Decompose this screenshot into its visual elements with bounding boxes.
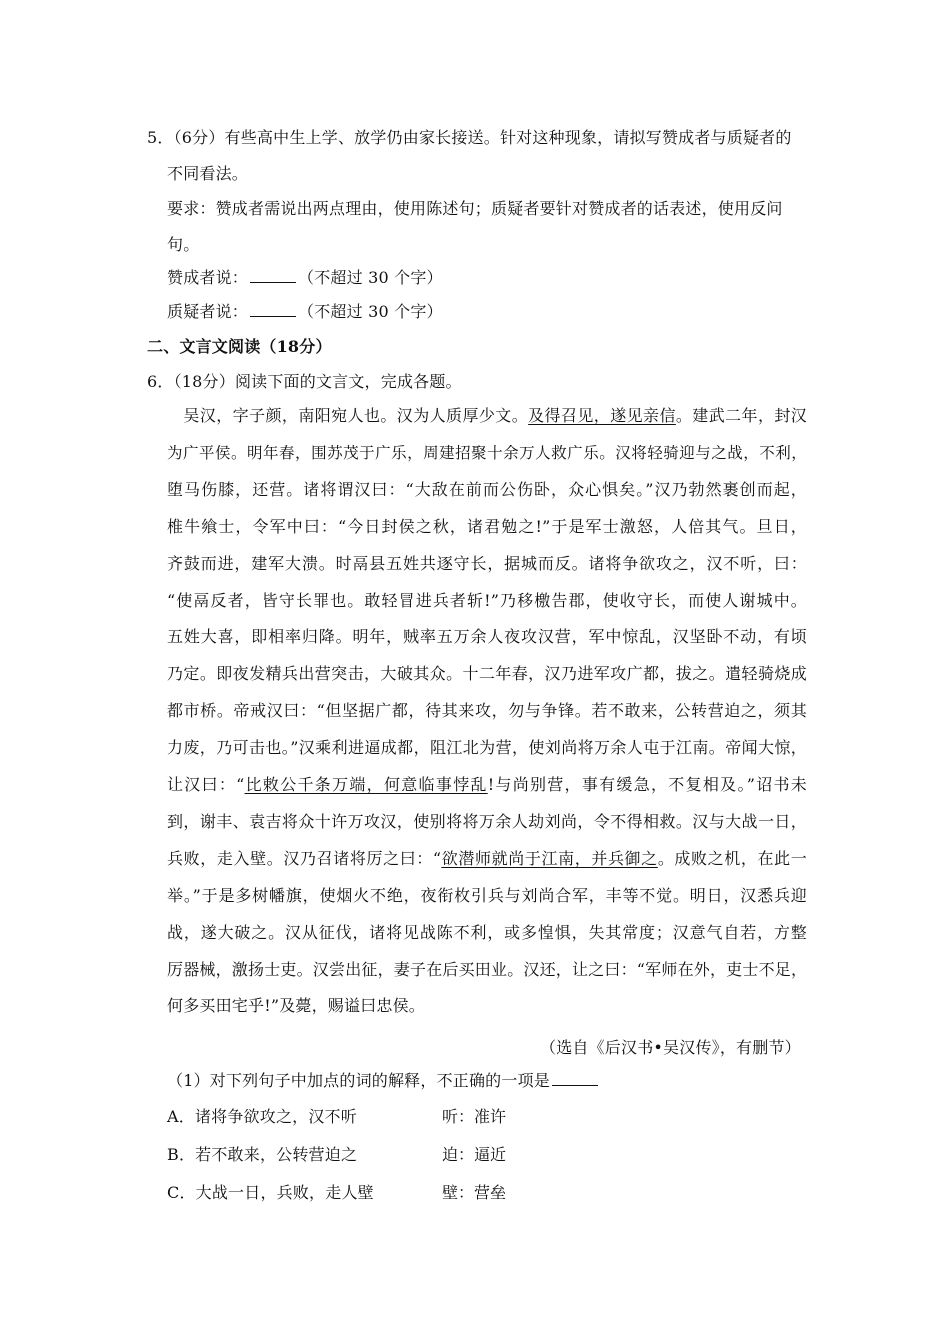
q5-requirement-line1: 要求：赞成者需说出两点理由，使用陈述句；质疑者要针对赞成者的话表述，使用反问 bbox=[167, 199, 783, 218]
sub1-answer-blank[interactable] bbox=[552, 1071, 598, 1086]
passage-text: 何多买田宅乎!”及薨，赐谥曰忠侯。 bbox=[167, 996, 426, 1015]
passage-text: 椎牛飨士，令军中曰：“今日封侯之秋，诸君勉之!”于是军士激怒，人倍其气。旦日， bbox=[167, 517, 807, 536]
passage-line bbox=[167, 701, 807, 721]
passage-text: 吴汉，字子颜，南阳宛人也。汉为人质厚少文。 bbox=[167, 406, 529, 425]
passage-text: 。建武二年，封汉 bbox=[675, 406, 807, 425]
option-a-gloss: 听：准许 bbox=[442, 1107, 507, 1126]
passage-source: （选自《后汉书•吴汉传》，有删节） bbox=[540, 1038, 801, 1057]
pro-limit: （不超过 30 个字） bbox=[298, 268, 443, 287]
passage-text: 。成败之机，在此一 bbox=[657, 849, 807, 868]
pro-label: 赞成者说： bbox=[167, 268, 249, 287]
passage-line bbox=[167, 517, 807, 537]
passage-line bbox=[167, 480, 807, 500]
passage-text: 兵败，走入壁。汉乃召诸将厉之曰：“ bbox=[167, 849, 442, 868]
passage-text: 战，遂大破之。汉从征伐，诸将见战陈不利，或多惶惧，失其常度；汉意气自若，方整 bbox=[167, 923, 807, 942]
passage-text: 齐鼓而进，建军大溃。时鬲县五姓共逐守长，据城而反。诸将争欲攻之，汉不听，曰： bbox=[167, 554, 807, 573]
passage-text: 都市桥。帝戒汉曰：“但坚据广都，待其来攻，勿与争锋。若不敢来，公转营迫之，须其 bbox=[167, 701, 807, 720]
passage-line bbox=[167, 886, 807, 906]
option-b[interactable]: B．若不敢来，公转营迫之 bbox=[167, 1145, 358, 1164]
option-c-gloss: 壁：营垒 bbox=[442, 1183, 507, 1202]
con-limit: （不超过 30 个字） bbox=[298, 302, 443, 321]
q5-requirement-line2: 句。 bbox=[167, 235, 200, 254]
passage-text: !与尚别营，事有缓急，不复相及。”诏书未 bbox=[487, 775, 807, 794]
option-c[interactable]: C．大战一日，兵败，走人壁 bbox=[167, 1183, 374, 1202]
con-label: 质疑者说： bbox=[167, 302, 249, 321]
passage-text: 乃定。即夜发精兵出营突击，大破其众。十二年春，汉乃进军攻广都，拔之。遣轻骑烧成 bbox=[167, 664, 807, 683]
underlined-sentence: 及得召见，遂见亲信 bbox=[528, 406, 676, 425]
con-answer-blank[interactable] bbox=[250, 302, 296, 317]
passage-line bbox=[167, 443, 807, 463]
q5-prompt-line1: 5．（6分）有些高中生上学、放学仍由家长接送。针对这种现象，请拟写赞成者与质疑者的 bbox=[147, 128, 792, 147]
q5-con-answer bbox=[167, 302, 443, 322]
option-b-gloss: 迫：逼近 bbox=[442, 1145, 507, 1164]
passage-text: 让汉曰：“ bbox=[167, 775, 245, 794]
pro-answer-blank[interactable] bbox=[250, 268, 296, 283]
section-heading: 二、文言文阅读（18分） bbox=[147, 337, 332, 356]
passage-line bbox=[167, 738, 807, 758]
q5-prompt-line2: 不同看法。 bbox=[167, 164, 249, 183]
passage-line bbox=[167, 554, 807, 574]
passage-text: 为广平侯。明年春，围苏茂于广乐，周建招聚十余万人救广乐。汉将轻骑迎与之战，不利， bbox=[167, 444, 807, 462]
passage-line bbox=[167, 923, 807, 943]
passage-text: 举。”于是多树幡旗，使烟火不绝，夜衔枚引兵与刘尚合军，丰等不觉。明日，汉悉兵迎 bbox=[167, 886, 807, 905]
passage-text: 堕马伤膝，还营。诸将谓汉曰：“大敌在前而公伤卧，众心惧矣。”汉乃勃然裹创而起， bbox=[167, 480, 807, 499]
passage-line bbox=[167, 627, 807, 647]
passage-text: 厉器械，激扬士吏。汉尝出征，妻子在后买田业。汉还，让之曰：“军师在外，吏士不足， bbox=[167, 960, 808, 979]
passage-line bbox=[167, 406, 807, 426]
passage-line bbox=[167, 664, 807, 684]
q6-intro: 6．（18分）阅读下面的文言文，完成各题。 bbox=[147, 372, 462, 391]
underlined-sentence: 比敕公千条万端，何意临事悖乱 bbox=[244, 775, 488, 794]
q5-pro-answer bbox=[167, 268, 443, 288]
underlined-sentence: 欲潜师就尚于江南，并兵御之 bbox=[441, 849, 658, 868]
sub1-text: （1）对下列句子中加点的词的解释，不正确的一项是 bbox=[167, 1071, 550, 1090]
passage-line bbox=[167, 996, 807, 1016]
passage-line bbox=[167, 775, 807, 795]
passage-line bbox=[167, 812, 807, 832]
passage-line bbox=[167, 849, 807, 869]
option-a[interactable]: A．诸将争欲攻之，汉不听 bbox=[167, 1107, 357, 1126]
passage-text: 到，谢丰、袁吉将众十许万攻汉，使别将将万余人劫刘尚，令不得相救。汉与大战一日， bbox=[167, 812, 807, 831]
passage-text: 力废，乃可击也。”汉乘利进逼成都，阻江北为营，使刘尚将万余人屯于江南。帝闻大惊， bbox=[167, 738, 807, 757]
passage-text: 五姓大喜，即相率归降。明年，贼率五万余人夜攻汉营，军中惊乱，汉坚卧不动，有顷 bbox=[167, 627, 807, 646]
passage-line bbox=[167, 591, 807, 611]
q6-sub1-prompt bbox=[167, 1071, 600, 1091]
passage-line bbox=[167, 960, 807, 980]
passage-text: “使鬲反者，皆守长罪也。敢轻冒进兵者斩!”乃移檄告郡，使收守长，而使人谢城中。 bbox=[167, 591, 807, 610]
